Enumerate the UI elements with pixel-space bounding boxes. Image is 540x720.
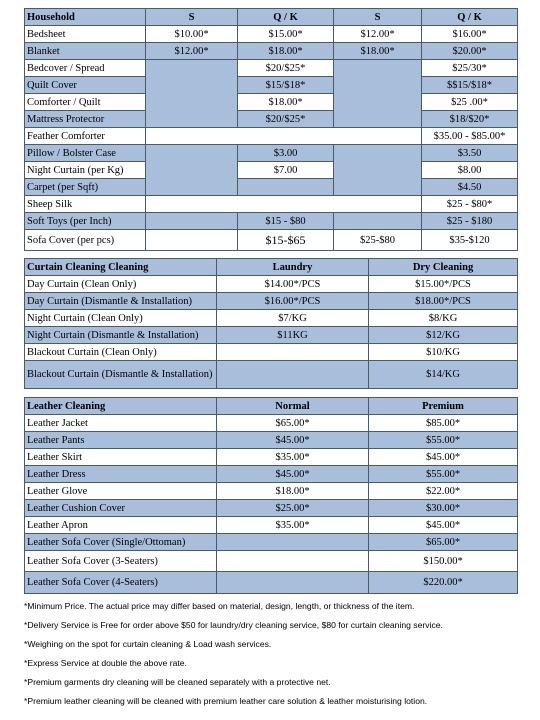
column-header: Normal <box>217 398 369 415</box>
table-row <box>25 551 518 572</box>
item-name: Day Curtain (Clean Only) <box>25 276 217 293</box>
table-row <box>25 276 518 293</box>
empty-cell <box>217 534 369 551</box>
footnote: *Premium leather cleaning will be cleaned with premium leather care solution & leather moisturising lotion. <box>24 696 428 706</box>
price-cell: $15 - $80 <box>238 213 334 230</box>
table-row <box>25 466 518 483</box>
price-cell: $18.00* <box>334 43 422 60</box>
price-cell: $18/$20* <box>422 111 518 128</box>
price-cell: $12/KG <box>369 327 518 344</box>
table-row <box>25 213 518 230</box>
column-header: S <box>146 9 238 26</box>
price-cell: $12.00* <box>146 43 238 60</box>
empty-cell <box>146 60 238 128</box>
table-row <box>25 94 518 111</box>
table-row <box>25 361 518 389</box>
table-row <box>25 179 518 196</box>
price-cell: $8/KG <box>369 310 518 327</box>
household-price-table <box>24 8 518 251</box>
item-name: Leather Glove <box>25 483 217 500</box>
table-row <box>25 415 518 432</box>
price-cell: $15-$65 <box>238 230 334 251</box>
table-row <box>25 344 518 361</box>
table-row <box>25 534 518 551</box>
item-name: Night Curtain (Clean Only) <box>25 310 217 327</box>
empty-cell <box>146 196 422 213</box>
price-cell: $4.50 <box>422 179 518 196</box>
table-header-row <box>25 9 518 26</box>
item-name: Night Curtain (Dismantle & Installation) <box>25 327 217 344</box>
table-row <box>25 145 518 162</box>
table-row <box>25 517 518 534</box>
table-row <box>25 572 518 594</box>
table-row <box>25 77 518 94</box>
price-cell: $35-$120 <box>422 230 518 251</box>
item-name: Day Curtain (Dismantle & Installation) <box>25 293 217 310</box>
empty-cell <box>238 179 334 196</box>
item-name: Pillow / Bolster Case <box>25 145 146 162</box>
item-name: Feather Comforter <box>25 128 146 145</box>
column-header: Dry Cleaning <box>369 259 518 276</box>
table-row <box>25 327 518 344</box>
item-name: Leather Apron <box>25 517 217 534</box>
empty-cell <box>146 213 238 230</box>
table-row <box>25 43 518 60</box>
table-row <box>25 196 518 213</box>
table-row <box>25 432 518 449</box>
footnote: *Delivery Service is Free for order above $50 for laundry/dry cleaning service, $80 for curtain cleaning service. <box>24 620 443 630</box>
price-cell: $3.00 <box>238 145 334 162</box>
item-name: Blanket <box>25 43 146 60</box>
item-name: Carpet (per Sqft) <box>25 179 146 196</box>
item-name: Soft Toys (per Inch) <box>25 213 146 230</box>
price-cell: $45.00* <box>369 449 518 466</box>
item-name: Blackout Curtain (Dismantle & Installation) <box>25 361 217 389</box>
price-cell: $15.00*/PCS <box>369 276 518 293</box>
item-name: Leather Sofa Cover (Single/Ottoman) <box>25 534 217 551</box>
item-name: Leather Skirt <box>25 449 217 466</box>
table-row <box>25 500 518 517</box>
table-row <box>25 60 518 77</box>
price-cell: $25 - $80* <box>422 196 518 213</box>
table-row <box>25 26 518 43</box>
price-cell: $25 .00* <box>422 94 518 111</box>
price-cell: $20/$25* <box>238 60 334 77</box>
table-header-row <box>25 398 518 415</box>
leather-price-table <box>24 397 518 594</box>
price-cell: $$15/$18* <box>422 77 518 94</box>
price-cell: $16.00* <box>422 26 518 43</box>
item-name: Blackout Curtain (Clean Only) <box>25 344 217 361</box>
price-cell: $22.00* <box>369 483 518 500</box>
price-cell: $85.00* <box>369 415 518 432</box>
column-header: Household <box>25 9 146 26</box>
price-cell: $55.00* <box>369 466 518 483</box>
table-row <box>25 111 518 128</box>
price-cell: $16.00*/PCS <box>217 293 369 310</box>
curtain-price-table <box>24 258 518 389</box>
table-row <box>25 128 518 145</box>
price-cell: $30.00* <box>369 500 518 517</box>
price-cell: $25 - $180 <box>422 213 518 230</box>
price-cell: $35.00* <box>217 517 369 534</box>
table-row <box>25 483 518 500</box>
item-name: Quilt Cover <box>25 77 146 94</box>
price-cell: $220.00* <box>369 572 518 594</box>
table-row <box>25 162 518 179</box>
item-name: Leather Sofa Cover (4-Seaters) <box>25 572 217 594</box>
price-cell: $20.00* <box>422 43 518 60</box>
footnote: *Premium garments dry cleaning will be cleaned separately with a protective net. <box>24 677 331 687</box>
price-cell: $65.00* <box>369 534 518 551</box>
item-name: Bedsheet <box>25 26 146 43</box>
price-cell: $7.00 <box>238 162 334 179</box>
price-cell: $25.00* <box>217 500 369 517</box>
price-cell: $65.00* <box>217 415 369 432</box>
table-row <box>25 230 518 251</box>
item-name: Comforter / Quilt <box>25 94 146 111</box>
price-cell: $55.00* <box>369 432 518 449</box>
empty-cell <box>334 60 422 128</box>
price-cell: $7/KG <box>217 310 369 327</box>
item-name: Sofa Cover (per pcs) <box>25 230 146 251</box>
item-name: Mattress Protector <box>25 111 146 128</box>
empty-cell <box>146 145 238 196</box>
price-cell: $10.00* <box>146 26 238 43</box>
item-name: Leather Sofa Cover (3-Seaters) <box>25 551 217 572</box>
item-name: Sheep Silk <box>25 196 146 213</box>
empty-cell <box>146 128 422 145</box>
empty-cell <box>146 230 238 251</box>
price-cell: $45.00* <box>217 466 369 483</box>
price-cell: $25-$80 <box>334 230 422 251</box>
price-cell: $45.00* <box>369 517 518 534</box>
price-cell: $18.00* <box>238 94 334 111</box>
column-header: Q / K <box>422 9 518 26</box>
item-name: Night Curtain (per Kg) <box>25 162 146 179</box>
price-cell: $25/30* <box>422 60 518 77</box>
footnote: *Express Service at double the above rate. <box>24 658 187 668</box>
price-cell: $8.00 <box>422 162 518 179</box>
empty-cell <box>217 344 369 361</box>
price-cell: $15/$18* <box>238 77 334 94</box>
price-cell: $14.00*/PCS <box>217 276 369 293</box>
column-header: Leather Cleaning <box>25 398 217 415</box>
price-cell: $11KG <box>217 327 369 344</box>
item-name: Bedcover / Spread <box>25 60 146 77</box>
price-cell: $18.00* <box>217 483 369 500</box>
column-header: S <box>334 9 422 26</box>
empty-cell <box>217 572 369 594</box>
footnote: *Weighing on the spot for curtain cleaning & Load wash services. <box>24 639 272 649</box>
table-row <box>25 449 518 466</box>
empty-cell <box>334 145 422 196</box>
footnote: *Minimum Price. The actual price may differ based on material, design, length, or thickness of the item. <box>24 601 415 611</box>
item-name: Leather Jacket <box>25 415 217 432</box>
price-cell: $10/KG <box>369 344 518 361</box>
empty-cell <box>217 551 369 572</box>
table-header-row <box>25 259 518 276</box>
price-cell: $35.00 - $85.00* <box>422 128 518 145</box>
table-row <box>25 293 518 310</box>
column-header: Laundry <box>217 259 369 276</box>
empty-cell <box>217 361 369 389</box>
table-row <box>25 310 518 327</box>
price-cell: $14/KG <box>369 361 518 389</box>
price-cell: $45.00* <box>217 432 369 449</box>
column-header: Q / K <box>238 9 334 26</box>
price-cell: $18.00* <box>238 43 334 60</box>
price-cell: $35.00* <box>217 449 369 466</box>
footnotes <box>24 600 524 714</box>
price-cell: $150.00* <box>369 551 518 572</box>
item-name: Leather Pants <box>25 432 217 449</box>
price-cell: $3.50 <box>422 145 518 162</box>
empty-cell <box>334 213 422 230</box>
column-header: Curtain Cleaning Cleaning <box>25 259 217 276</box>
price-cell: $12.00* <box>334 26 422 43</box>
item-name: Leather Cushion Cover <box>25 500 217 517</box>
price-cell: $15.00* <box>238 26 334 43</box>
column-header: Premium <box>369 398 518 415</box>
price-cell: $18.00*/PCS <box>369 293 518 310</box>
price-cell: $20/$25* <box>238 111 334 128</box>
item-name: Leather Dress <box>25 466 217 483</box>
